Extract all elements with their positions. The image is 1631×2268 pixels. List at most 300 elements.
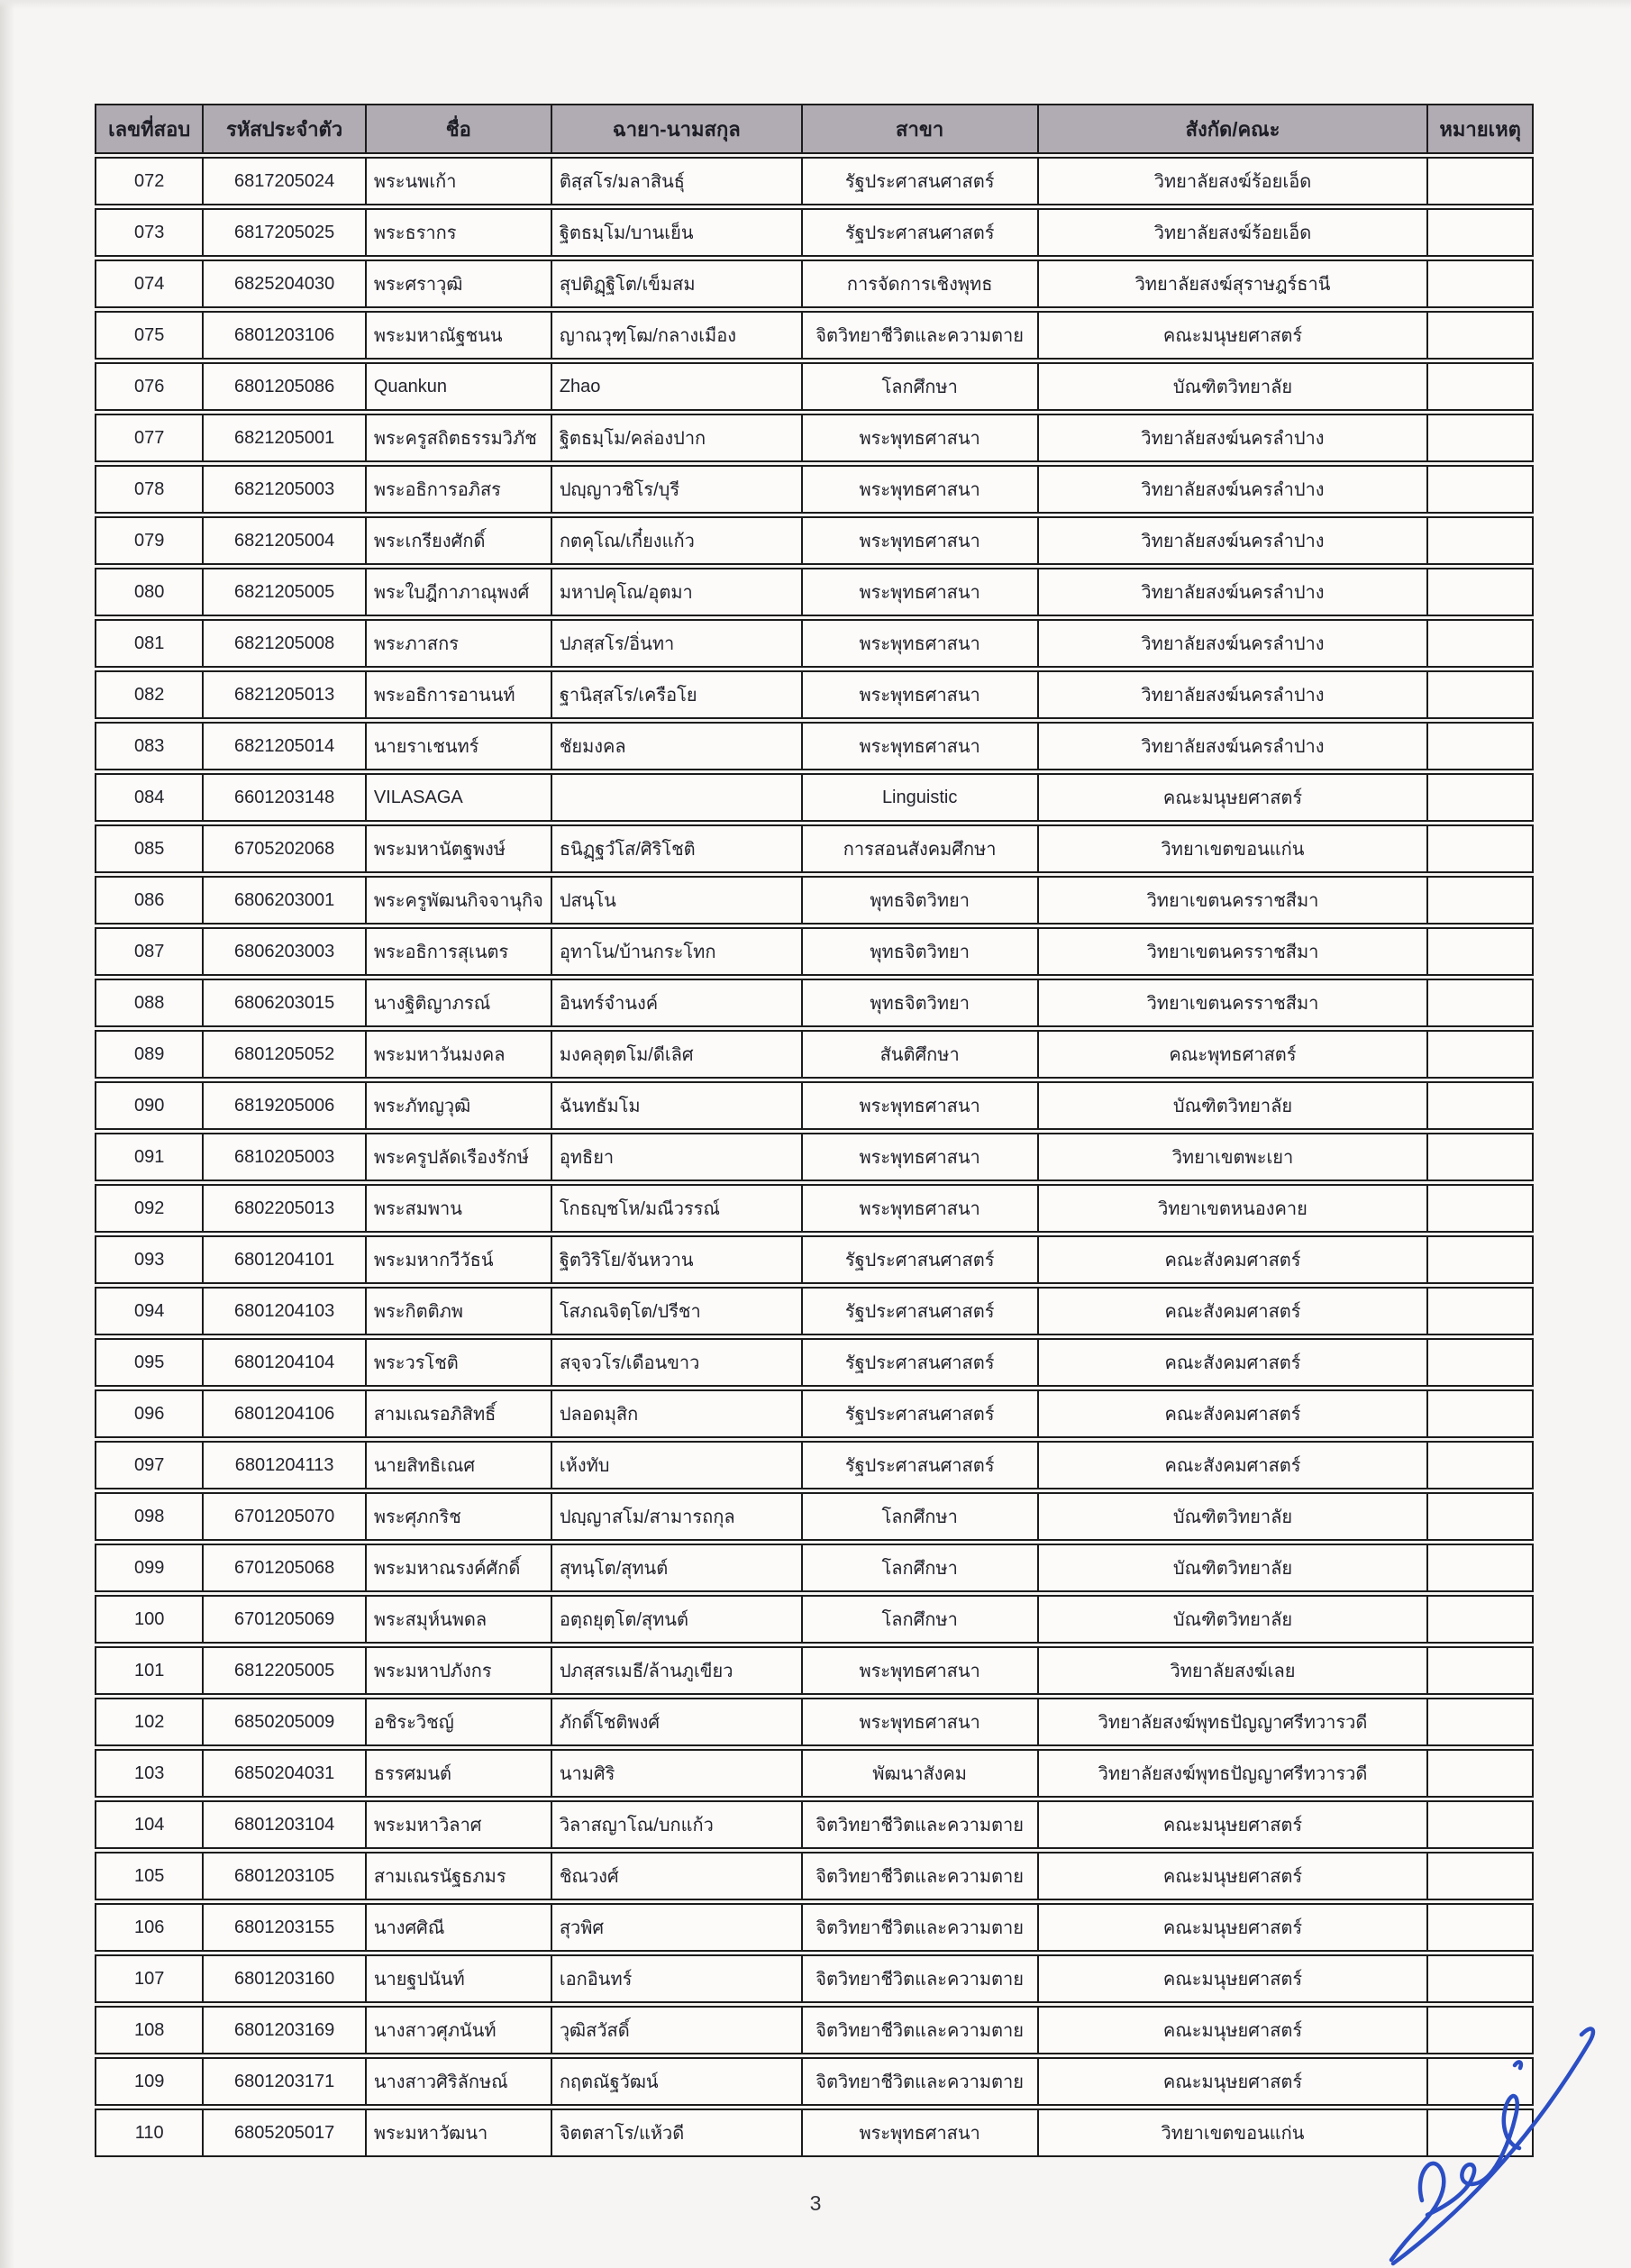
cell-faculty: วิทยาลัยสงฆ์พุทธปัญญาศรีทวารวดี — [1039, 1698, 1429, 1746]
cell-exam-no: 101 — [95, 1646, 204, 1695]
cell-major: พระพุทธศาสนา — [803, 516, 1039, 565]
cell-name: พระเกรียงศักดิ์ — [367, 516, 552, 565]
cell-note — [1428, 1338, 1534, 1387]
cell-faculty: วิทยาเขตนครราชสีมา — [1039, 876, 1429, 925]
table-row — [95, 1800, 1534, 1849]
table-row — [95, 876, 1534, 925]
cell-dhamma-surname: ฐิตธมฺโม/บานเย็น — [552, 208, 803, 257]
cell-id-number: 6825204030 — [204, 260, 366, 308]
table-row — [95, 1903, 1534, 1952]
cell-exam-no: 096 — [95, 1389, 204, 1438]
cell-id-number: 6801203155 — [204, 1903, 366, 1952]
cell-exam-no: 106 — [95, 1903, 204, 1952]
cell-name: พระภาสกร — [367, 619, 552, 668]
cell-major: รัฐประศาสนศาสตร์ — [803, 1338, 1039, 1387]
cell-faculty: คณะสังคมศาสตร์ — [1039, 1235, 1429, 1284]
cell-dhamma-surname: โสภณจิตฺโต/ปรีชา — [552, 1287, 803, 1335]
cell-exam-no: 107 — [95, 1954, 204, 2003]
cell-faculty: คณะพุทธศาสตร์ — [1039, 1030, 1429, 1079]
cell-dhamma-surname: ฐิตธมฺโม/คล่องปาก — [552, 414, 803, 462]
cell-faculty: วิทยาลัยสงฆ์ร้อยเอ็ด — [1039, 208, 1429, 257]
cell-dhamma-surname: ภักดิ์โชติพงศ์ — [552, 1698, 803, 1746]
cell-note — [1428, 619, 1534, 668]
cell-id-number: 6801203104 — [204, 1800, 366, 1849]
cell-name: นายฐปนันท์ — [367, 1954, 552, 2003]
cell-major: รัฐประศาสนศาสตร์ — [803, 1389, 1039, 1438]
scan-edge-shadow-top — [0, 0, 1631, 9]
cell-exam-no: 097 — [95, 1441, 204, 1489]
table-row — [95, 362, 1534, 411]
cell-exam-no: 080 — [95, 568, 204, 616]
cell-exam-no: 079 — [95, 516, 204, 565]
cell-name: พระนพเก้า — [367, 157, 552, 205]
table-row — [95, 1287, 1534, 1335]
cell-dhamma-surname: วิลาสญาโณ/บกแก้ว — [552, 1800, 803, 1849]
cell-note — [1428, 1441, 1534, 1489]
table-row — [95, 2109, 1534, 2157]
cell-note — [1428, 311, 1534, 360]
table-row — [95, 311, 1534, 360]
cell-dhamma-surname: สุปติฏฺฐิโต/เข็มสม — [552, 260, 803, 308]
cell-id-number: 6801203160 — [204, 1954, 366, 2003]
cell-name: นายราเชนทร์ — [367, 722, 552, 770]
cell-major: จิตวิทยาชีวิตและความตาย — [803, 1800, 1039, 1849]
cell-name: พระสมพาน — [367, 1184, 552, 1233]
cell-major: รัฐประศาสนศาสตร์ — [803, 208, 1039, 257]
cell-major: พระพุทธศาสนา — [803, 670, 1039, 719]
cell-id-number: 6821205004 — [204, 516, 366, 565]
cell-exam-no: 088 — [95, 979, 204, 1027]
candidate-list-table — [95, 101, 1534, 2160]
header-exam-no: เลขที่สอบ — [95, 104, 204, 154]
cell-id-number: 6812205005 — [204, 1646, 366, 1695]
cell-major: สันติศึกษา — [803, 1030, 1039, 1079]
cell-faculty: คณะมนุษยศาสตร์ — [1039, 311, 1429, 360]
cell-faculty: วิทยาเขตหนองคาย — [1039, 1184, 1429, 1233]
cell-note — [1428, 568, 1534, 616]
cell-note — [1428, 773, 1534, 822]
table-row — [95, 1441, 1534, 1489]
cell-dhamma-surname: ปภสฺสรเมธี/ล้านภูเขียว — [552, 1646, 803, 1695]
table-row — [95, 773, 1534, 822]
cell-note — [1428, 465, 1534, 514]
cell-exam-no: 099 — [95, 1544, 204, 1592]
cell-faculty: วิทยาเขตขอนแก่น — [1039, 824, 1429, 873]
signature-scribble — [1386, 2008, 1631, 2268]
cell-major: โลกศึกษา — [803, 1492, 1039, 1541]
cell-faculty: วิทยาลัยสงฆ์นครลำปาง — [1039, 516, 1429, 565]
cell-faculty: วิทยาลัยสงฆ์นครลำปาง — [1039, 619, 1429, 668]
cell-name: นางสาวศิริลักษณ์ — [367, 2057, 552, 2106]
cell-exam-no: 085 — [95, 824, 204, 873]
table-row — [95, 1852, 1534, 1900]
cell-major: จิตวิทยาชีวิตและความตาย — [803, 311, 1039, 360]
cell-name: พระอธิการสุเนตร — [367, 927, 552, 976]
cell-note — [1428, 1492, 1534, 1541]
cell-exam-no: 094 — [95, 1287, 204, 1335]
cell-exam-no: 105 — [95, 1852, 204, 1900]
table-row — [95, 1595, 1534, 1644]
cell-dhamma-surname: ปญฺญาวชิโร/บุรี — [552, 465, 803, 514]
scan-edge-shadow-left — [0, 0, 14, 2268]
cell-dhamma-surname: มงคลุตฺตโม/ดีเลิศ — [552, 1030, 803, 1079]
cell-faculty: วิทยาลัยสงฆ์นครลำปาง — [1039, 465, 1429, 514]
cell-exam-no: 087 — [95, 927, 204, 976]
cell-faculty: วิทยาลัยสงฆ์นครลำปาง — [1039, 568, 1429, 616]
cell-major: จิตวิทยาชีวิตและความตาย — [803, 1954, 1039, 2003]
cell-id-number: 6821205005 — [204, 568, 366, 616]
cell-faculty: วิทยาลัยสงฆ์นครลำปาง — [1039, 722, 1429, 770]
table-row — [95, 208, 1534, 257]
cell-name: พระมหาปภังกร — [367, 1646, 552, 1695]
cell-exam-no: 081 — [95, 619, 204, 668]
cell-faculty: คณะมนุษยศาสตร์ — [1039, 1954, 1429, 2003]
cell-exam-no: 076 — [95, 362, 204, 411]
cell-faculty: คณะสังคมศาสตร์ — [1039, 1287, 1429, 1335]
cell-note — [1428, 157, 1534, 205]
cell-faculty: บัณฑิตวิทยาลัย — [1039, 1081, 1429, 1130]
cell-id-number: 6821205003 — [204, 465, 366, 514]
cell-faculty: คณะมนุษยศาสตร์ — [1039, 2057, 1429, 2106]
cell-id-number: 6801203106 — [204, 311, 366, 360]
cell-id-number: 6801204101 — [204, 1235, 366, 1284]
cell-id-number: 6801204104 — [204, 1338, 366, 1387]
cell-exam-no: 093 — [95, 1235, 204, 1284]
table-row — [95, 1389, 1534, 1438]
cell-exam-no: 083 — [95, 722, 204, 770]
table-row — [95, 1030, 1534, 1079]
cell-note — [1428, 1544, 1534, 1592]
cell-major: พระพุทธศาสนา — [803, 1081, 1039, 1130]
cell-major: พระพุทธศาสนา — [803, 2109, 1039, 2157]
table-row — [95, 1544, 1534, 1592]
cell-faculty: คณะมนุษยศาสตร์ — [1039, 773, 1429, 822]
cell-faculty: คณะสังคมศาสตร์ — [1039, 1441, 1429, 1489]
cell-major: รัฐประศาสนศาสตร์ — [803, 1441, 1039, 1489]
cell-major: พุทธจิตวิทยา — [803, 876, 1039, 925]
cell-id-number: 6821205014 — [204, 722, 366, 770]
table-row — [95, 1133, 1534, 1181]
cell-name: พระวรโชติ — [367, 1338, 552, 1387]
cell-faculty: วิทยาลัยสงฆ์ร้อยเอ็ด — [1039, 157, 1429, 205]
cell-note — [1428, 824, 1534, 873]
cell-dhamma-surname: ฐิตวิริโย/จันหวาน — [552, 1235, 803, 1284]
cell-dhamma-surname: ฉันทธัมโม — [552, 1081, 803, 1130]
cell-exam-no: 109 — [95, 2057, 204, 2106]
table-row — [95, 1749, 1534, 1798]
cell-dhamma-surname: ชิณวงศ์ — [552, 1852, 803, 1900]
cell-major: พระพุทธศาสนา — [803, 568, 1039, 616]
cell-id-number: 6806203015 — [204, 979, 366, 1027]
cell-id-number: 6817205024 — [204, 157, 366, 205]
cell-faculty: คณะมนุษยศาสตร์ — [1039, 1903, 1429, 1952]
table-row — [95, 2057, 1534, 2106]
cell-faculty: บัณฑิตวิทยาลัย — [1039, 1492, 1429, 1541]
cell-note — [1428, 516, 1534, 565]
cell-id-number: 6806203003 — [204, 927, 366, 976]
table-row — [95, 1081, 1534, 1130]
cell-major: จิตวิทยาชีวิตและความตาย — [803, 1852, 1039, 1900]
cell-id-number: 6705202068 — [204, 824, 366, 873]
cell-major: การจัดการเชิงพุทธ — [803, 260, 1039, 308]
cell-dhamma-surname: ชัยมงคล — [552, 722, 803, 770]
cell-exam-no: 104 — [95, 1800, 204, 1849]
cell-name: พระสมุห์นพดล — [367, 1595, 552, 1644]
cell-major: พระพุทธศาสนา — [803, 1133, 1039, 1181]
table-body — [95, 157, 1534, 2157]
header-major: สาขา — [803, 104, 1039, 154]
cell-id-number: 6801203171 — [204, 2057, 366, 2106]
cell-dhamma-surname: กตคุโณ/เกี๋ยงแก้ว — [552, 516, 803, 565]
cell-exam-no: 108 — [95, 2006, 204, 2054]
header-name: ชื่อ — [367, 104, 552, 154]
cell-faculty: คณะมนุษยศาสตร์ — [1039, 2006, 1429, 2054]
table-row — [95, 1184, 1534, 1233]
cell-exam-no: 074 — [95, 260, 204, 308]
table-row — [95, 979, 1534, 1027]
table-row — [95, 824, 1534, 873]
cell-major: Linguistic — [803, 773, 1039, 822]
cell-exam-no: 100 — [95, 1595, 204, 1644]
cell-id-number: 6801203169 — [204, 2006, 366, 2054]
cell-name: นายสิทธิเณศ — [367, 1441, 552, 1489]
cell-note — [1428, 927, 1534, 976]
cell-major: จิตวิทยาชีวิตและความตาย — [803, 2006, 1039, 2054]
cell-id-number: 6850204031 — [204, 1749, 366, 1798]
cell-dhamma-surname: กฤตณัฐวัฒน์ — [552, 2057, 803, 2106]
cell-faculty: คณะสังคมศาสตร์ — [1039, 1338, 1429, 1387]
cell-major: จิตวิทยาชีวิตและความตาย — [803, 2057, 1039, 2106]
cell-note — [1428, 1235, 1534, 1284]
cell-faculty: วิทยาเขตนครราชสีมา — [1039, 979, 1429, 1027]
cell-name: VILASAGA — [367, 773, 552, 822]
cell-dhamma-surname: สุวพิศ — [552, 1903, 803, 1952]
cell-id-number: 6821205001 — [204, 414, 366, 462]
cell-name: พระอธิการอภิสร — [367, 465, 552, 514]
cell-name: อชิระวิชญ์ — [367, 1698, 552, 1746]
table-row — [95, 414, 1534, 462]
cell-dhamma-surname: โกธญฺชโห/มณีวรรณ์ — [552, 1184, 803, 1233]
table-row — [95, 568, 1534, 616]
cell-exam-no: 110 — [95, 2109, 204, 2157]
cell-note — [1428, 979, 1534, 1027]
cell-id-number: 6817205025 — [204, 208, 366, 257]
cell-id-number: 6801204103 — [204, 1287, 366, 1335]
page-number: 3 — [809, 2191, 822, 2215]
cell-dhamma-surname: อตฺถยุตฺโต/สุทนต์ — [552, 1595, 803, 1644]
cell-major: พระพุทธศาสนา — [803, 465, 1039, 514]
cell-major: พระพุทธศาสนา — [803, 1698, 1039, 1746]
cell-note — [1428, 1133, 1534, 1181]
cell-faculty: วิทยาเขตพะเยา — [1039, 1133, 1429, 1181]
header-note: หมายเหตุ — [1428, 104, 1534, 154]
cell-faculty: บัณฑิตวิทยาลัย — [1039, 1544, 1429, 1592]
cell-name: พระมหาวันมงคล — [367, 1030, 552, 1079]
cell-name: พระอธิการอานนท์ — [367, 670, 552, 719]
cell-note — [1428, 876, 1534, 925]
cell-name: Quankun — [367, 362, 552, 411]
cell-exam-no: 075 — [95, 311, 204, 360]
table-row — [95, 1235, 1534, 1284]
cell-name: นางฐิติญาภรณ์ — [367, 979, 552, 1027]
cell-id-number: 6701205070 — [204, 1492, 366, 1541]
cell-name: พระศราวุฒิ — [367, 260, 552, 308]
cell-major: พระพุทธศาสนา — [803, 1184, 1039, 1233]
cell-major: พระพุทธศาสนา — [803, 619, 1039, 668]
table-row — [95, 516, 1534, 565]
cell-id-number: 6821205008 — [204, 619, 366, 668]
cell-dhamma-surname — [552, 773, 803, 822]
header-dhamma-surname: ฉายา-นามสกุล — [552, 104, 803, 154]
cell-name: สามเณรนัฐธภมร — [367, 1852, 552, 1900]
cell-name: พระมหาณรงค์ศักดิ์ — [367, 1544, 552, 1592]
cell-note — [1428, 1030, 1534, 1079]
cell-note — [1428, 670, 1534, 719]
cell-exam-no: 095 — [95, 1338, 204, 1387]
cell-name: พระครูปลัดเรืองรักษ์ — [367, 1133, 552, 1181]
table-row — [95, 2006, 1534, 2054]
cell-major: โลกศึกษา — [803, 1595, 1039, 1644]
cell-exam-no: 098 — [95, 1492, 204, 1541]
cell-note — [1428, 1852, 1534, 1900]
cell-major: พระพุทธศาสนา — [803, 414, 1039, 462]
header-id-number: รหัสประจำตัว — [204, 104, 366, 154]
cell-exam-no: 073 — [95, 208, 204, 257]
cell-faculty: วิทยาเขตขอนแก่น — [1039, 2109, 1429, 2157]
cell-dhamma-surname: อุทธิยา — [552, 1133, 803, 1181]
cell-name: นางศศิณี — [367, 1903, 552, 1952]
cell-note — [1428, 1698, 1534, 1746]
cell-id-number: 6801205052 — [204, 1030, 366, 1079]
cell-name: พระครูสถิตธรรมวิภัช — [367, 414, 552, 462]
table-row — [95, 722, 1534, 770]
cell-dhamma-surname: อินทร์จำนงค์ — [552, 979, 803, 1027]
cell-major: รัฐประศาสนศาสตร์ — [803, 157, 1039, 205]
cell-dhamma-surname: สุทนฺโต/สุทนต์ — [552, 1544, 803, 1592]
cell-exam-no: 082 — [95, 670, 204, 719]
cell-dhamma-surname: ญาณวุฑฺโฒ/กลางเมือง — [552, 311, 803, 360]
cell-faculty: วิทยาเขตนครราชสีมา — [1039, 927, 1429, 976]
cell-note — [1428, 1800, 1534, 1849]
cell-name: ธรรศมนต์ — [367, 1749, 552, 1798]
cell-exam-no: 086 — [95, 876, 204, 925]
cell-dhamma-surname: ฐานิสฺสโร/เครือโย — [552, 670, 803, 719]
table-row — [95, 670, 1534, 719]
cell-exam-no: 103 — [95, 1749, 204, 1798]
cell-dhamma-surname: วุฒิสวัสดิ์ — [552, 2006, 803, 2054]
cell-note — [1428, 1595, 1534, 1644]
cell-id-number: 6801204106 — [204, 1389, 366, 1438]
cell-id-number: 6806203001 — [204, 876, 366, 925]
cell-note — [1428, 1749, 1534, 1798]
cell-note — [1428, 260, 1534, 308]
cell-note — [1428, 362, 1534, 411]
cell-note — [1428, 1081, 1534, 1130]
cell-exam-no: 092 — [95, 1184, 204, 1233]
cell-faculty: วิทยาลัยสงฆ์สุราษฎร์ธานี — [1039, 260, 1429, 308]
cell-id-number: 6821205013 — [204, 670, 366, 719]
cell-dhamma-surname: จิตตสาโร/แห้วดี — [552, 2109, 803, 2157]
cell-note — [1428, 208, 1534, 257]
cell-exam-no: 077 — [95, 414, 204, 462]
cell-name: พระกิตติภพ — [367, 1287, 552, 1335]
cell-dhamma-surname: Zhao — [552, 362, 803, 411]
cell-name: พระมหากวีวัธน์ — [367, 1235, 552, 1284]
cell-faculty: คณะมนุษยศาสตร์ — [1039, 1852, 1429, 1900]
table-row — [95, 927, 1534, 976]
cell-name: พระภัทญวุฒิ — [367, 1081, 552, 1130]
cell-dhamma-surname: ติสฺสโร/มลาสินธุ์ — [552, 157, 803, 205]
table-row — [95, 1954, 1534, 2003]
cell-faculty: บัณฑิตวิทยาลัย — [1039, 362, 1429, 411]
cell-faculty: บัณฑิตวิทยาลัย — [1039, 1595, 1429, 1644]
cell-name: พระใบฎีกาภาณุพงศ์ — [367, 568, 552, 616]
cell-dhamma-surname: เอกอินทร์ — [552, 1954, 803, 2003]
cell-major: พุทธจิตวิทยา — [803, 979, 1039, 1027]
cell-major: พระพุทธศาสนา — [803, 722, 1039, 770]
cell-major: รัฐประศาสนศาสตร์ — [803, 1287, 1039, 1335]
cell-note — [1428, 1184, 1534, 1233]
cell-exam-no: 102 — [95, 1698, 204, 1746]
cell-major: พุทธจิตวิทยา — [803, 927, 1039, 976]
cell-name: พระมหาณัฐชนน — [367, 311, 552, 360]
cell-major: พระพุทธศาสนา — [803, 1646, 1039, 1695]
cell-note — [1428, 1287, 1534, 1335]
cell-id-number: 6601203148 — [204, 773, 366, 822]
cell-exam-no: 089 — [95, 1030, 204, 1079]
cell-id-number: 6802205013 — [204, 1184, 366, 1233]
cell-name: พระศุภกริช — [367, 1492, 552, 1541]
cell-id-number: 6805205017 — [204, 2109, 366, 2157]
cell-exam-no: 078 — [95, 465, 204, 514]
cell-name: สามเณรอภิสิทธิ์ — [367, 1389, 552, 1438]
cell-id-number: 6819205006 — [204, 1081, 366, 1130]
cell-major: การสอนสังคมศึกษา — [803, 824, 1039, 873]
cell-major: จิตวิทยาชีวิตและความตาย — [803, 1903, 1039, 1952]
cell-note — [1428, 722, 1534, 770]
cell-faculty: วิทยาลัยสงฆ์เลย — [1039, 1646, 1429, 1695]
cell-exam-no: 091 — [95, 1133, 204, 1181]
cell-major: พัฒนาสังคม — [803, 1749, 1039, 1798]
cell-id-number: 6801205086 — [204, 362, 366, 411]
cell-note — [1428, 1389, 1534, 1438]
table-row — [95, 1338, 1534, 1387]
cell-dhamma-surname: เห้งทับ — [552, 1441, 803, 1489]
table-row — [95, 465, 1534, 514]
table-row — [95, 1646, 1534, 1695]
cell-name: นางสาวศุภนันท์ — [367, 2006, 552, 2054]
cell-note — [1428, 1954, 1534, 2003]
cell-dhamma-surname: มหาปคุโณ/อุตมา — [552, 568, 803, 616]
table-row — [95, 157, 1534, 205]
cell-dhamma-surname: อุทาโน/บ้านกระโทก — [552, 927, 803, 976]
cell-id-number: 6801203105 — [204, 1852, 366, 1900]
cell-name: พระมหาวิลาศ — [367, 1800, 552, 1849]
cell-faculty: วิทยาลัยสงฆ์พุทธปัญญาศรีทวารวดี — [1039, 1749, 1429, 1798]
cell-faculty: คณะมนุษยศาสตร์ — [1039, 1800, 1429, 1849]
cell-dhamma-surname: ปญฺญาสโม/สามารถกุล — [552, 1492, 803, 1541]
cell-exam-no: 090 — [95, 1081, 204, 1130]
cell-exam-no: 084 — [95, 773, 204, 822]
cell-name: พระมหาวัฒนา — [367, 2109, 552, 2157]
cell-note — [1428, 1646, 1534, 1695]
cell-dhamma-surname: ปลอดมุสิก — [552, 1389, 803, 1438]
table-header-row — [95, 104, 1534, 154]
cell-faculty: วิทยาลัยสงฆ์นครลำปาง — [1039, 670, 1429, 719]
cell-note — [1428, 1903, 1534, 1952]
cell-id-number: 6701205069 — [204, 1595, 366, 1644]
cell-dhamma-surname: ปสนฺโน — [552, 876, 803, 925]
